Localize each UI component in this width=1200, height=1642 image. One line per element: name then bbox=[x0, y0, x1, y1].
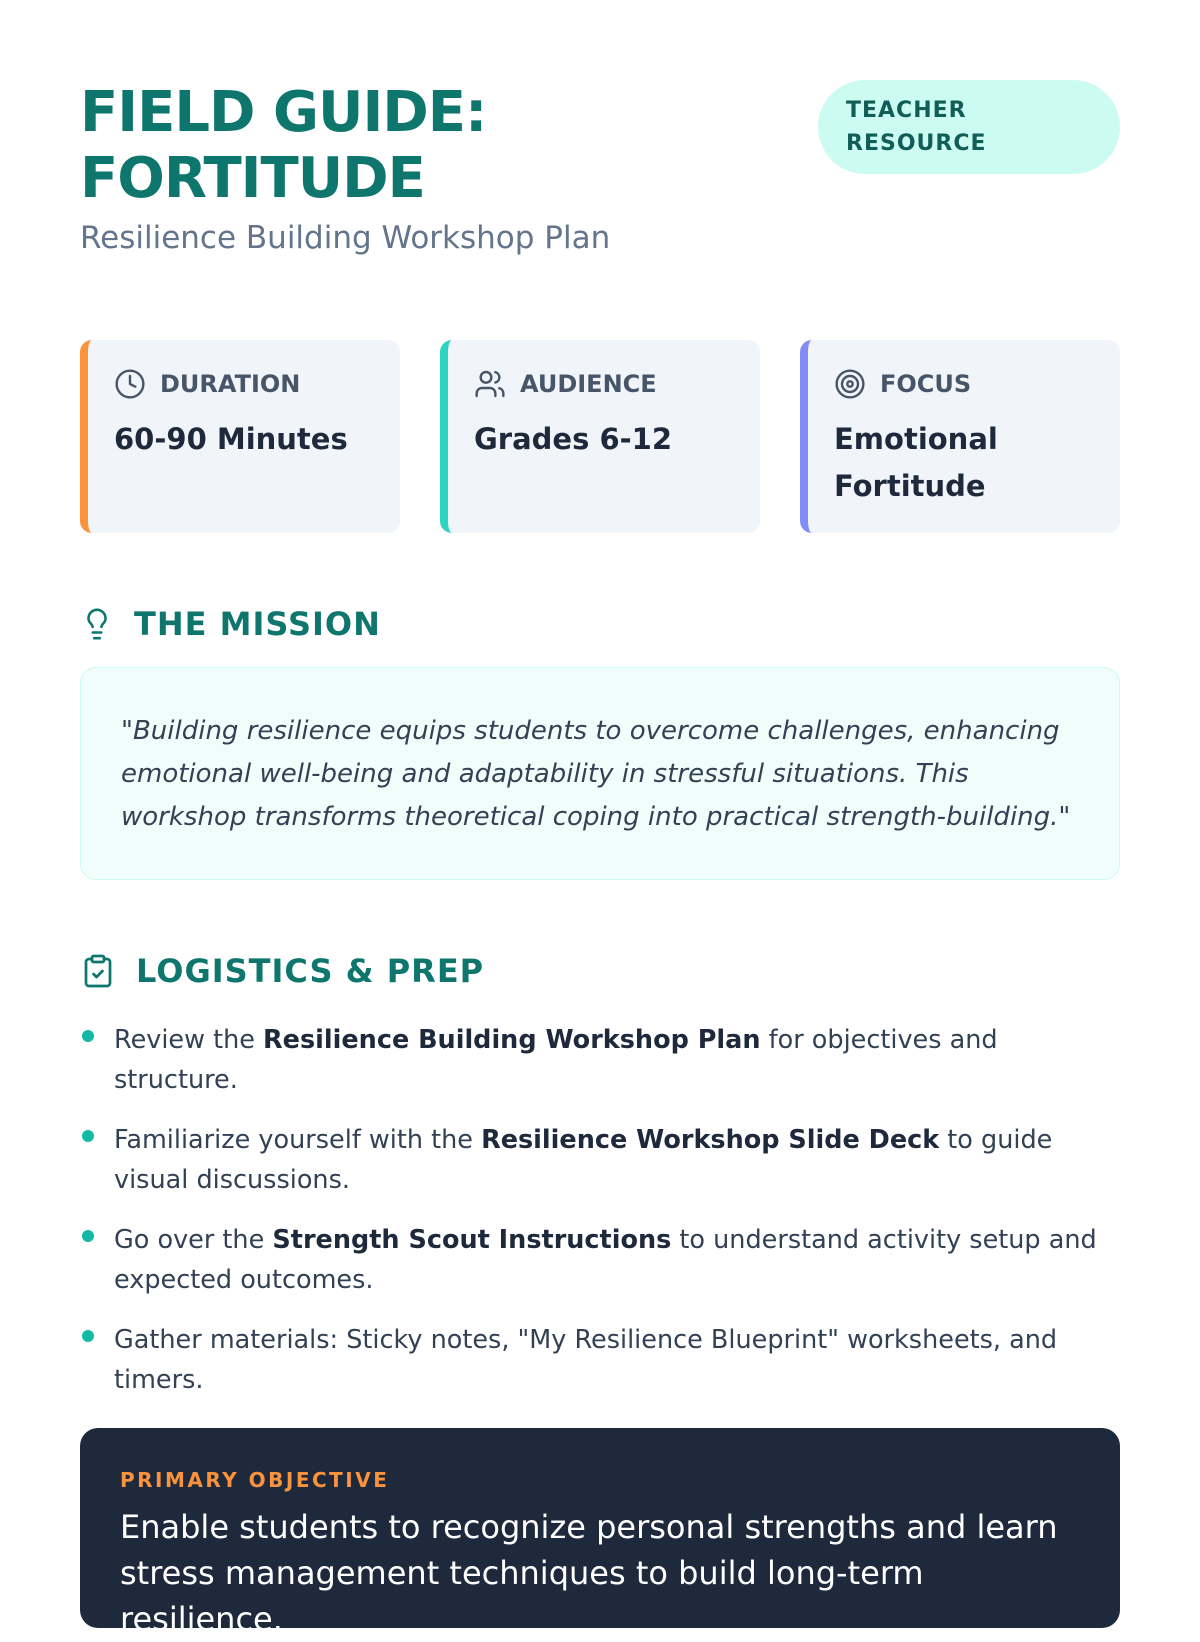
page-subtitle: Resilience Building Workshop Plan bbox=[80, 220, 611, 256]
document-name: Strength Scout Instructions bbox=[272, 1225, 672, 1255]
header bbox=[80, 80, 1120, 270]
page-title bbox=[80, 80, 700, 212]
document-name: Resilience Building Workshop Plan bbox=[263, 1025, 761, 1055]
bullet-dot bbox=[82, 1130, 94, 1142]
bullet-dot bbox=[82, 1230, 94, 1242]
focus-label: FOCUS bbox=[880, 370, 972, 398]
document-name: Resilience Workshop Slide Deck bbox=[481, 1125, 940, 1155]
list-item: Gather materials: Sticky notes, "My Resilience Blueprint" worksheets, and timers. bbox=[80, 1320, 1120, 1400]
teacher-resource-badge bbox=[818, 80, 1120, 174]
logistics-heading bbox=[80, 949, 484, 993]
users-icon bbox=[474, 368, 506, 400]
mission-quote: "Building resilience equips students to overcome challenges, enhancing emotional well-being and adaptability in stressful situations. This workshop transforms theoretical coping into practical strength-building." bbox=[80, 667, 1120, 880]
clipboard-check-icon bbox=[80, 952, 116, 990]
list-item: Familiarize yourself with the Resilience Workshop Slide Deck to guide visual discussions. bbox=[80, 1120, 1120, 1200]
info-cards bbox=[80, 340, 1120, 533]
focus-card bbox=[800, 340, 1120, 533]
badge-line-1: TEACHER bbox=[846, 98, 967, 123]
mission-heading-text: THE MISSION bbox=[134, 605, 381, 643]
bullet-dot bbox=[82, 1330, 94, 1342]
list-item: Review the Resilience Building Workshop Plan for objectives and structure. bbox=[80, 1020, 1120, 1100]
list-item: Go over the Strength Scout Instructions to understand activity setup and expected outcomes. bbox=[80, 1220, 1120, 1300]
prep-list bbox=[80, 1020, 1120, 1420]
audience-card bbox=[440, 340, 760, 533]
logistics-heading-text: LOGISTICS & PREP bbox=[136, 952, 485, 990]
bullet-dot bbox=[82, 1030, 94, 1042]
audience-value: Grades 6-12 bbox=[474, 422, 673, 456]
badge-line-2: RESOURCE bbox=[846, 131, 987, 156]
title-line-1: FIELD GUIDE: bbox=[80, 80, 487, 145]
duration-label: DURATION bbox=[160, 370, 301, 398]
lightbulb-icon bbox=[80, 605, 114, 643]
duration-card bbox=[80, 340, 400, 533]
focus-value bbox=[834, 416, 1094, 510]
title-line-2: FORTITUDE bbox=[80, 146, 425, 211]
focus-value-line-2: Fortitude bbox=[834, 469, 986, 503]
mission-heading bbox=[80, 602, 381, 646]
target-icon bbox=[834, 368, 866, 400]
focus-value-line-1: Emotional bbox=[834, 422, 998, 456]
objective-label: PRIMARY OBJECTIVE bbox=[120, 1468, 390, 1492]
objective-text: Enable students to recognize personal strengths and learn stress management techniques to build long-term resilience. bbox=[120, 1508, 1058, 1638]
audience-label: AUDIENCE bbox=[520, 370, 657, 398]
primary-objective-panel bbox=[80, 1428, 1120, 1638]
clock-icon bbox=[114, 368, 146, 400]
duration-value: 60-90 Minutes bbox=[114, 422, 348, 456]
